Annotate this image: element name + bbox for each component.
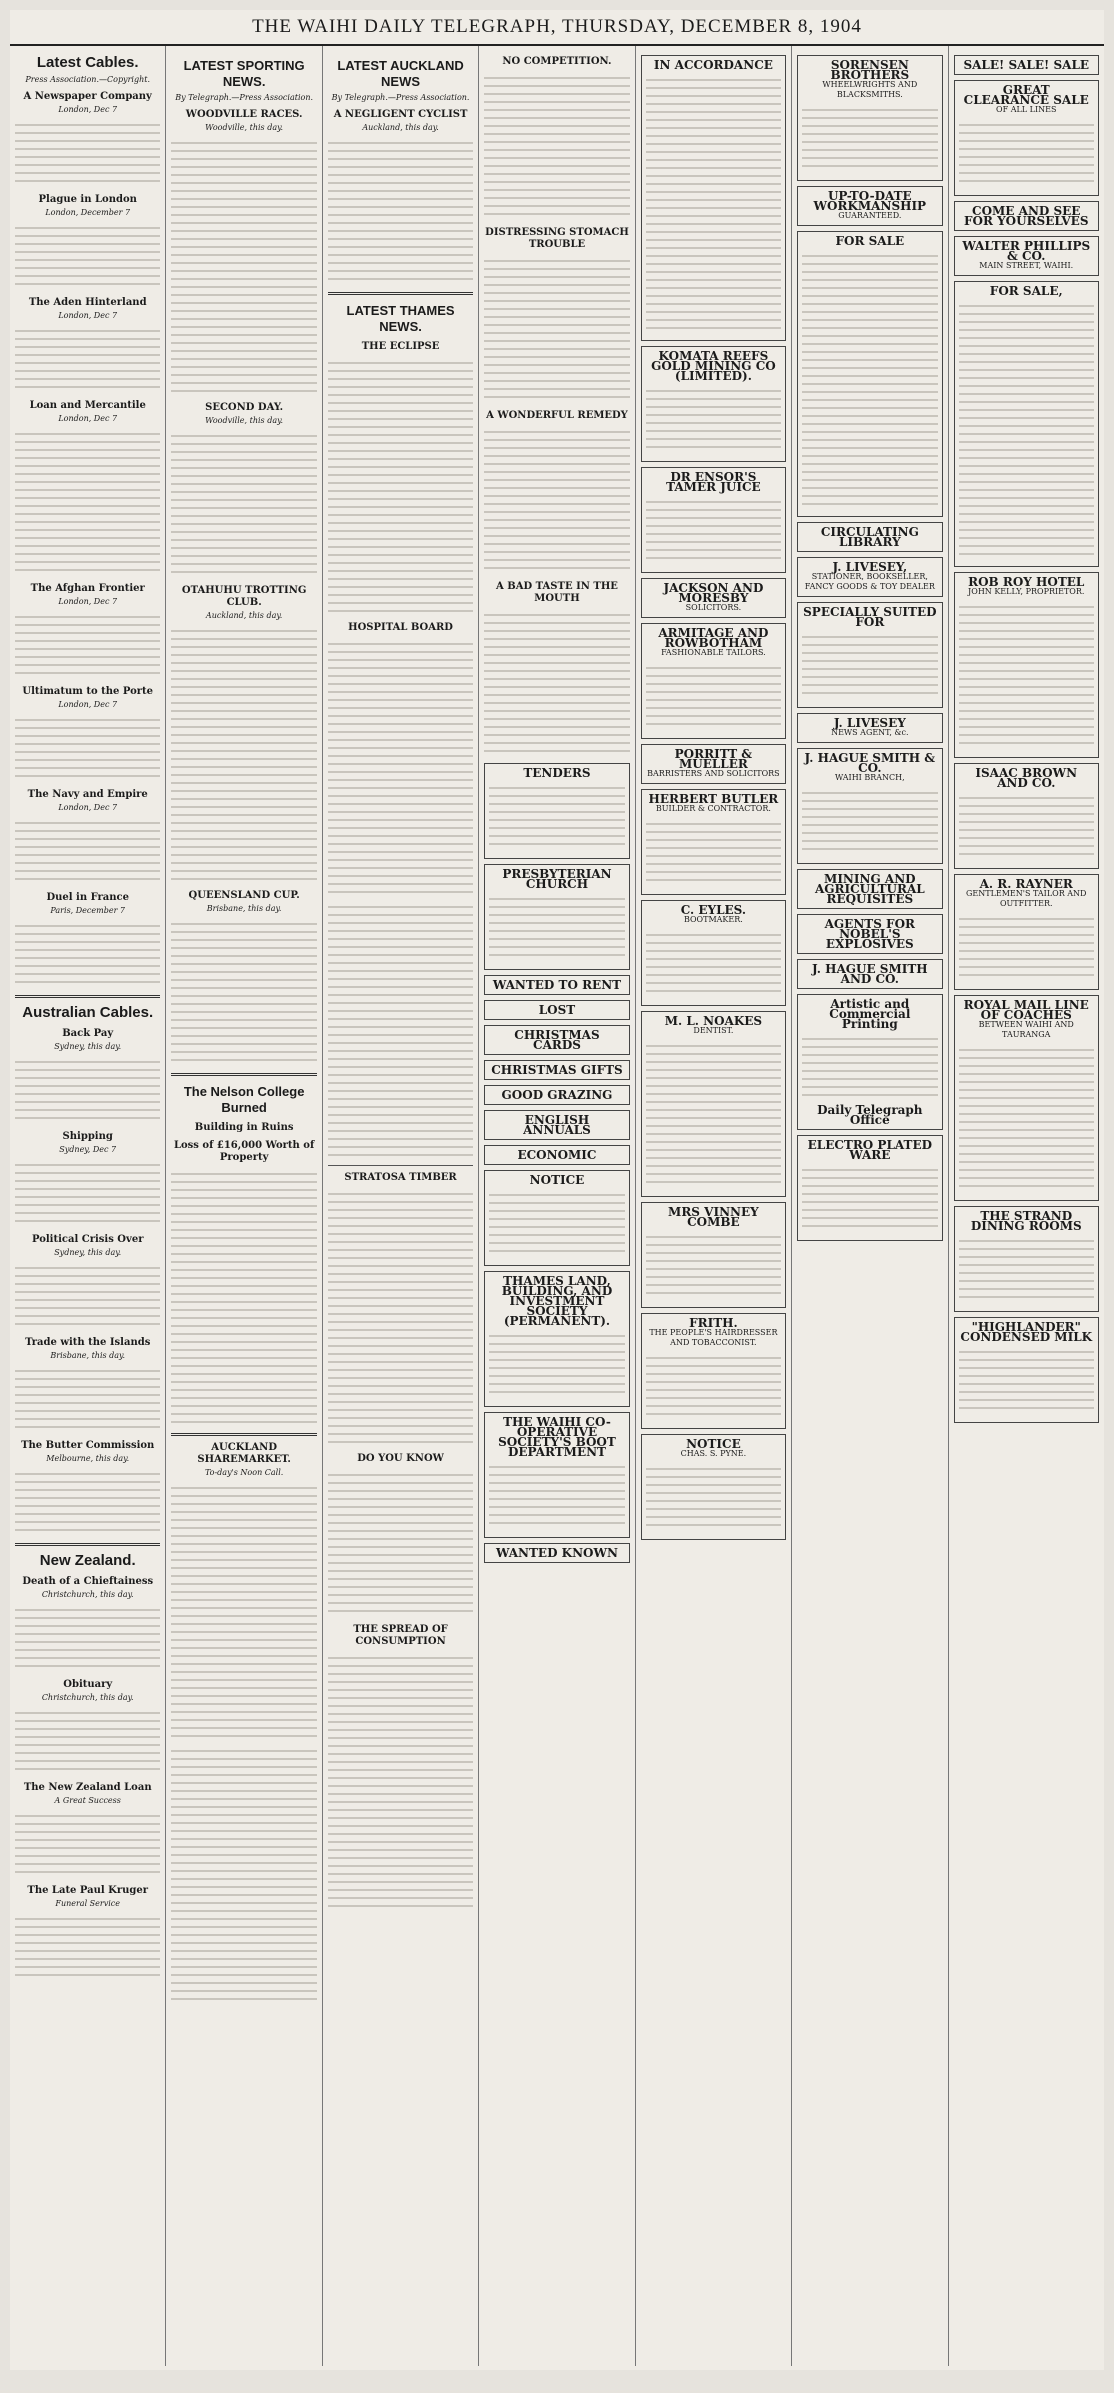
- ad-title: WALTER PHILLIPS & CO.: [962, 239, 1091, 263]
- article: [15, 297, 160, 394]
- advertisement: [797, 602, 942, 708]
- ad-title: ARMITAGE AND ROWBOTHAM: [658, 626, 769, 650]
- ad-title: WANTED TO RENT: [492, 978, 622, 992]
- article-body: [15, 221, 160, 291]
- masthead: THE WAIHI DAILY TELEGRAPH, THURSDAY, DECEMBER 8, 1904: [10, 10, 1104, 46]
- ad-subtitle: NEWS AGENT, &c.: [831, 728, 909, 737]
- article-dateline: London, December 7: [45, 208, 131, 217]
- advertisement: [954, 1317, 1099, 1423]
- article: [15, 1782, 160, 1879]
- article-title: SECOND DAY.: [205, 402, 284, 413]
- article-title: A Newspaper Company: [23, 91, 152, 102]
- article-body: [171, 429, 316, 579]
- ad-body: [802, 103, 937, 173]
- section-heading: The Nelson College Burned: [183, 1084, 305, 1115]
- article-body: [15, 1261, 160, 1331]
- advertisement: [484, 1145, 629, 1165]
- ad-body: [646, 384, 781, 454]
- ad-title: UP-TO-DATE WORKMANSHIP: [813, 189, 927, 213]
- ad-subtitle: Daily Telegraph Office: [817, 1103, 923, 1127]
- ad-title: CIRCULATING LIBRARY: [820, 525, 919, 549]
- ad-title: PORRITT & MUELLER: [674, 747, 753, 771]
- article: [15, 1576, 160, 1673]
- article: [15, 1885, 160, 1982]
- article: [15, 1679, 160, 1776]
- ad-title: NOTICE: [529, 1173, 585, 1187]
- ad-title: Artistic and Commercial Printing: [829, 997, 911, 1031]
- ad-title: ELECTRO PLATED WARE: [807, 1138, 933, 1162]
- article: [15, 789, 160, 886]
- column-1: [10, 46, 166, 2366]
- ad-body: [489, 892, 624, 962]
- section-heading: Australian Cables.: [22, 1004, 154, 1021]
- article-body: [15, 1055, 160, 1125]
- advertisement: [484, 1170, 629, 1266]
- ad-body: [802, 1163, 937, 1233]
- advertisement: [641, 346, 786, 462]
- advertisement: [797, 186, 942, 226]
- article-body: [328, 1468, 473, 1618]
- article-dateline: Melbourne, this day.: [46, 1454, 130, 1463]
- ad-subtitle: SOLICITORS.: [685, 603, 742, 612]
- article-dateline: London, Dec 7: [58, 105, 118, 114]
- section-heading: STRATOSA TIMBER: [344, 1172, 457, 1183]
- article-title: Back Pay: [62, 1028, 114, 1039]
- ad-title: PRESBYTERIAN CHURCH: [502, 867, 612, 891]
- ad-body: [646, 1351, 781, 1421]
- advertisement: [797, 55, 942, 181]
- ad-body: [802, 1032, 937, 1102]
- article-title: Obituary: [63, 1679, 113, 1690]
- advertisement: [954, 55, 1099, 75]
- byline: By Telegraph.—Press Association.: [331, 93, 470, 102]
- article: [171, 109, 316, 396]
- article-body: [328, 900, 473, 1160]
- article-body: [484, 425, 629, 575]
- article: [15, 1234, 160, 1331]
- ad-subtitle: BARRISTERS AND SOLICITORS: [647, 769, 780, 778]
- article-title: NO COMPETITION.: [502, 56, 612, 67]
- ad-subtitle: WHEELWRIGHTS AND BLACKSMITHS.: [822, 80, 918, 99]
- article: [15, 400, 160, 577]
- advertisement: [641, 1011, 786, 1197]
- article: [328, 622, 473, 1160]
- article: [484, 581, 629, 758]
- ad-body: [802, 786, 937, 856]
- advertisement: [797, 522, 942, 552]
- advertisement: [797, 959, 942, 989]
- ad-body: [802, 630, 937, 700]
- ad-title: J. HAGUE SMITH AND CO.: [812, 962, 928, 986]
- article-title: The Afghan Frontier: [30, 583, 145, 594]
- ad-title: WANTED KNOWN: [496, 1546, 618, 1560]
- article-dateline: London, Dec 7: [58, 597, 118, 606]
- ad-title: J. LIVESEY: [833, 716, 906, 730]
- article-title: Political Crisis Over: [31, 1234, 144, 1245]
- article-dateline: London, Dec 7: [58, 700, 118, 709]
- article-title: OTAHUHU TROTTING CLUB.: [181, 585, 307, 608]
- ad-title: J. LIVESEY,: [832, 560, 908, 574]
- ad-body: [959, 118, 1094, 188]
- advertisement: [484, 1412, 629, 1538]
- ad-subtitle: GUARANTEED.: [838, 211, 902, 220]
- article: [15, 1337, 160, 1434]
- article-body: [15, 610, 160, 680]
- article-title: THE SPREAD OF CONSUMPTION: [353, 1624, 448, 1647]
- ad-title: ROB ROY HOTEL: [968, 575, 1085, 589]
- advertisement: [797, 914, 942, 954]
- article-body: [484, 71, 629, 221]
- advertisement: [641, 55, 786, 341]
- article-body: [15, 1467, 160, 1537]
- ad-title: COME AND SEE FOR YOURSELVES: [963, 204, 1089, 228]
- article-title: A WONDERFUL REMEDY: [486, 410, 628, 421]
- advertisement: [954, 236, 1099, 276]
- ad-title: TENDERS: [523, 766, 591, 780]
- ad-title: NOTICE: [686, 1437, 741, 1451]
- ad-title: SORENSEN BROTHERS: [830, 58, 910, 82]
- advertisement: [797, 713, 942, 743]
- ad-body: [646, 817, 781, 887]
- article-body: [15, 713, 160, 783]
- article-dateline: Paris, December 7: [50, 906, 126, 915]
- divider: [171, 1433, 316, 1436]
- advertisement: [484, 763, 629, 859]
- advertisement: [954, 201, 1099, 231]
- ad-title: SALE! SALE! SALE: [963, 58, 1090, 72]
- article-body: [171, 624, 316, 884]
- article-title: The Navy and Empire: [27, 789, 148, 800]
- advertisement: [954, 874, 1099, 990]
- ad-title: HERBERT BUTLER: [648, 792, 779, 806]
- ad-body: [959, 791, 1094, 861]
- ad-body: [802, 249, 937, 509]
- advertisement: [954, 995, 1099, 1201]
- ad-subtitle: OF ALL LINES: [996, 105, 1057, 114]
- ad-subtitle: WAIHI BRANCH,: [834, 773, 905, 782]
- advertisement: [641, 900, 786, 1006]
- ad-body: [646, 1039, 781, 1189]
- ad-subtitle: BUILDER & CONTRACTOR.: [655, 804, 771, 813]
- advertisement: [484, 1110, 629, 1140]
- divider: [15, 995, 160, 998]
- ad-subtitle: STATIONER, BOOKSELLER, FANCY GOODS & TOY DEALER: [804, 572, 935, 591]
- article: [15, 194, 160, 291]
- ad-title: JACKSON AND MORESBY: [663, 581, 764, 605]
- article-body: [15, 1912, 160, 1982]
- advertisement: [954, 572, 1099, 758]
- subheading: Loss of £16,000 Worth of Property: [173, 1140, 315, 1163]
- advertisement: [484, 975, 629, 995]
- ad-body: [959, 1345, 1094, 1415]
- advertisement: [484, 1025, 629, 1055]
- share-list: [171, 1481, 316, 1741]
- article: [328, 341, 473, 616]
- advertisement: [797, 869, 942, 909]
- article: [484, 227, 629, 404]
- article: [15, 1028, 160, 1125]
- columns: [10, 46, 1104, 2366]
- byline: Press Association.—Copyright.: [25, 75, 150, 84]
- article-body: [15, 919, 160, 989]
- subheading: To-day's Noon Call.: [204, 1468, 284, 1477]
- advertisement: [641, 467, 786, 573]
- section-heading: LATEST SPORTING NEWS.: [183, 58, 305, 89]
- article: [15, 583, 160, 680]
- article-title: DO YOU KNOW: [357, 1453, 444, 1464]
- advertisement: [484, 1085, 629, 1105]
- ad-body: [489, 1188, 624, 1258]
- section-heading: Latest Cables.: [36, 54, 139, 71]
- ad-title: FRITH.: [689, 1316, 738, 1330]
- ad-title: ISAAC BROWN AND CO.: [975, 766, 1078, 790]
- advertisement: [641, 1313, 786, 1429]
- subheading: Building in Ruins: [194, 1122, 294, 1133]
- ad-body: [489, 1329, 624, 1399]
- advertisement: [797, 748, 942, 864]
- ad-title: IN ACCORDANCE: [653, 58, 773, 72]
- article: [15, 1440, 160, 1537]
- ad-title: ROYAL MAIL LINE OF COACHES: [963, 998, 1089, 1022]
- ad-title: ENGLISH ANNUALS: [523, 1113, 591, 1137]
- section-heading: LATEST AUCKLAND NEWS: [337, 58, 464, 89]
- article: [328, 109, 473, 286]
- section-heading: New Zealand.: [39, 1552, 136, 1569]
- advertisement: [484, 1543, 629, 1563]
- article-title: WOODVILLE RACES.: [185, 109, 303, 120]
- article-dateline: London, Dec 7: [58, 803, 118, 812]
- column-6: [792, 46, 948, 2366]
- article-dateline: London, Dec 7: [58, 414, 118, 423]
- advertisement: [954, 763, 1099, 869]
- advertisement: [641, 1434, 786, 1540]
- advertisement: [641, 578, 786, 618]
- ad-body: [646, 928, 781, 998]
- column-5: [636, 46, 792, 2366]
- advertisement: [954, 80, 1099, 196]
- article-dateline: Auckland, this day.: [205, 611, 283, 620]
- article-body: [15, 816, 160, 886]
- advertisement: [797, 994, 942, 1130]
- ad-body: [959, 600, 1094, 750]
- ad-title: FOR SALE: [835, 234, 905, 248]
- article: [484, 56, 629, 221]
- article-title: DISTRESSING STOMACH TROUBLE: [485, 227, 629, 250]
- article: [15, 892, 160, 989]
- article: [15, 1131, 160, 1228]
- advertisement: [954, 281, 1099, 567]
- article-dateline: Funeral Service: [55, 1899, 121, 1908]
- ad-subtitle: DENTIST.: [693, 1026, 734, 1035]
- advertisement: [484, 1271, 629, 1407]
- byline: By Telegraph.—Press Association.: [175, 93, 314, 102]
- ad-body: [646, 1462, 781, 1532]
- ad-body: [646, 495, 781, 565]
- column-2: [166, 46, 322, 2366]
- advertisement: [797, 231, 942, 517]
- article-title: HOSPITAL BOARD: [348, 622, 453, 633]
- article-title: QUEENSLAND CUP.: [188, 890, 300, 901]
- advertisement: [641, 789, 786, 895]
- article-dateline: Sydney, this day.: [54, 1042, 122, 1051]
- article-title: Loan and Mercantile: [29, 400, 146, 411]
- ad-title: GREAT CLEARANCE SALE: [963, 83, 1089, 107]
- ad-title: LOST: [538, 1003, 576, 1017]
- article-body: [15, 1603, 160, 1673]
- article-body: [15, 427, 160, 577]
- article-body: [484, 608, 629, 758]
- article: [15, 91, 160, 188]
- article: [328, 1453, 473, 1618]
- article-title: A BAD TASTE IN THE MOUTH: [496, 581, 618, 604]
- ad-subtitle: BETWEEN WAIHI AND TAURANGA: [978, 1020, 1074, 1039]
- article-dateline: Brisbane, this day.: [50, 1351, 126, 1360]
- article: [15, 686, 160, 783]
- article-body: [328, 136, 473, 286]
- ad-title: MINING AND AGRICULTURAL REQUISITES: [814, 872, 925, 906]
- column-7: [949, 46, 1104, 2366]
- ad-title: DR ENSOR'S TAMER JUICE: [666, 470, 761, 494]
- article-title: The Butter Commission: [21, 1440, 155, 1451]
- article-dateline: Christchurch, this day.: [41, 1693, 134, 1702]
- article-body: [15, 324, 160, 394]
- article-dateline: Woodville, this day.: [205, 123, 284, 132]
- ad-subtitle: BOOTMAKER.: [683, 915, 743, 924]
- ad-title: THE WAIHI CO-OPERATIVE SOCIETY'S BOOT DEPARTMENT: [498, 1415, 616, 1459]
- article-title: Ultimatum to the Porte: [22, 686, 154, 697]
- advertisement: [484, 1060, 629, 1080]
- divider: [171, 1073, 316, 1076]
- ad-subtitle: GENTLEMEN'S TAILOR AND OUTFITTER.: [966, 889, 1087, 908]
- article-body: [171, 1167, 316, 1427]
- ad-title: "HIGHLANDER" CONDENSED MILK: [960, 1320, 1093, 1344]
- article-body: [171, 917, 316, 1067]
- ad-title: CHRISTMAS GIFTS: [491, 1063, 623, 1077]
- ad-title: THE STRAND DINING ROOMS: [970, 1209, 1082, 1233]
- section-heading: LATEST THAMES NEWS.: [346, 303, 455, 334]
- article-body: [328, 1651, 473, 1911]
- article-body: [15, 1158, 160, 1228]
- ad-title: J. HAGUE SMITH & CO.: [804, 751, 936, 775]
- article-dateline: Sydney, Dec 7: [59, 1145, 117, 1154]
- advertisement: [484, 864, 629, 970]
- advertisement: [641, 1202, 786, 1308]
- ad-body: [959, 1234, 1094, 1304]
- share-list: [171, 1744, 316, 2004]
- article-title: Duel in France: [46, 892, 129, 903]
- ad-body: [959, 1043, 1094, 1193]
- article-body: [328, 637, 473, 897]
- article-title: The Aden Hinterland: [28, 297, 147, 308]
- article: [328, 1624, 473, 1911]
- ad-title: THAMES LAND, BUILDING, AND INVESTMENT SOCIETY (PERMANENT).: [501, 1274, 613, 1328]
- article-body: [15, 1809, 160, 1879]
- ad-subtitle: THE PEOPLE'S HAIRDRESSER AND TOBACCONIST.: [649, 1328, 778, 1347]
- article-dateline: Brisbane, this day.: [206, 904, 282, 913]
- column-4: [479, 46, 635, 2366]
- advertisement: [797, 557, 942, 597]
- article-dateline: Christchurch, this day.: [41, 1590, 134, 1599]
- article-dateline: Sydney, this day.: [54, 1248, 122, 1257]
- ad-title: MRS VINNEY COMBE: [668, 1205, 759, 1229]
- article-title: Plague in London: [38, 194, 137, 205]
- article: [171, 402, 316, 579]
- article-dateline: London, Dec 7: [58, 311, 118, 320]
- article-dateline: Woodville, this day.: [205, 416, 284, 425]
- article-dateline: Auckland, this day.: [362, 123, 439, 132]
- advertisement: [641, 623, 786, 739]
- ad-title: C. EYLES.: [680, 903, 747, 917]
- ad-title: CHRISTMAS CARDS: [514, 1028, 600, 1052]
- article-body: [328, 356, 473, 616]
- advertisement: [641, 744, 786, 784]
- ad-title: SPECIALLY SUITED FOR: [803, 605, 937, 629]
- ad-title: ECONOMIC: [517, 1148, 597, 1162]
- article-body: [15, 1706, 160, 1776]
- ad-title: KOMATA REEFS GOLD MINING CO (LIMITED).: [651, 349, 776, 383]
- article-title: THE ECLIPSE: [361, 341, 440, 352]
- article-title: Death of a Chieftainess: [22, 1576, 154, 1587]
- article-body: [171, 136, 316, 396]
- divider: [328, 1165, 473, 1166]
- section-heading: AUCKLAND SHAREMARKET.: [197, 1442, 291, 1465]
- ad-title: AGENTS FOR NOBEL'S EXPLOSIVES: [824, 917, 916, 951]
- ad-title: A. R. RAYNER: [979, 877, 1073, 891]
- ad-body: [959, 299, 1094, 559]
- divider: [15, 1543, 160, 1546]
- ad-title: FOR SALE,: [989, 284, 1063, 298]
- article-title: Shipping: [62, 1131, 113, 1142]
- ad-body: [489, 1460, 624, 1530]
- article: [484, 410, 629, 575]
- article-body: [484, 254, 629, 404]
- article-body: [15, 118, 160, 188]
- article-title: The Late Paul Kruger: [27, 1885, 149, 1896]
- article: [171, 890, 316, 1067]
- ad-body: [959, 912, 1094, 982]
- divider: [328, 292, 473, 295]
- ad-body: [646, 1230, 781, 1300]
- advertisement: [797, 1135, 942, 1241]
- ad-subtitle: JOHN KELLY, PROPRIETOR.: [968, 587, 1085, 596]
- advertisement: [954, 1206, 1099, 1312]
- ad-title: M. L. NOAKES: [664, 1014, 763, 1028]
- article: [171, 585, 316, 884]
- ad-subtitle: CHAS. S. PYNE.: [680, 1449, 747, 1458]
- ad-title: GOOD GRAZING: [501, 1088, 613, 1102]
- ad-subtitle: FASHIONABLE TAILORS.: [661, 648, 766, 657]
- advertisement: [484, 1000, 629, 1020]
- article-dateline: A Great Success: [54, 1796, 121, 1805]
- ad-body: [646, 661, 781, 731]
- ad-subtitle: MAIN STREET, WAIHI.: [979, 261, 1074, 270]
- article-body: [328, 1187, 473, 1447]
- column-3: [323, 46, 479, 2366]
- article-title: The New Zealand Loan: [23, 1782, 152, 1793]
- ad-body: [489, 781, 624, 851]
- ad-body: [646, 73, 781, 333]
- newspaper-page: [10, 10, 1104, 2370]
- article-title: A NEGLIGENT CYCLIST: [333, 109, 468, 120]
- article-body: [15, 1364, 160, 1434]
- article-title: Trade with the Islands: [25, 1337, 151, 1348]
